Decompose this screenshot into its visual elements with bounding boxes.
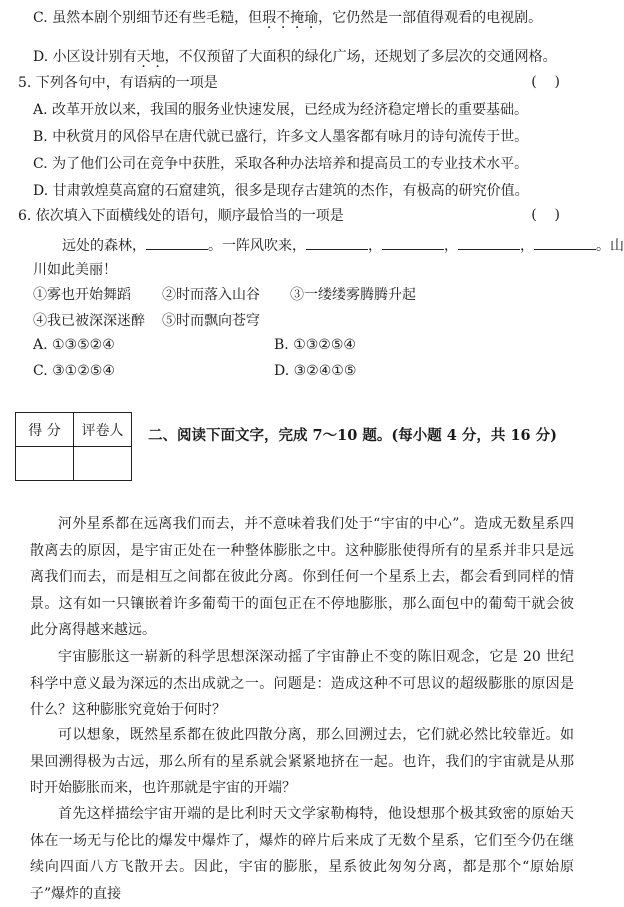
- question6-option-d: D. ③②④①⑤: [274, 363, 357, 379]
- section2-title: 二、阅读下面文字，完成 7～10 题。(每小题 4 分，共 16 分): [148, 427, 558, 444]
- score-table: [15, 412, 132, 481]
- fill-blank: [146, 235, 208, 250]
- option-c-suffix: ，它仍然是一部值得观看的电视剧。: [318, 10, 543, 26]
- question5-option-b: B. 中秋赏月的风俗早在唐代就已盛行，许多文人墨客都有咏月的诗句流传于世。: [33, 129, 529, 145]
- emphasis-char: 天: [136, 49, 151, 65]
- fill-blank: [382, 235, 444, 250]
- question6-answer-paren: ( ): [531, 207, 560, 223]
- question4-option-c: [33, 9, 542, 27]
- question6-option-c: C. ③①②⑤④: [33, 363, 115, 379]
- emphasis-char: 地: [150, 49, 165, 65]
- question6-choice-2: ②时而落入山谷: [162, 287, 260, 303]
- option-d-suffix: ，不仅预留了大面积的绿化广场，还规划了多层次的交通网格。: [164, 49, 557, 65]
- score-cell[interactable]: [16, 447, 74, 481]
- question6-choice-4: ④我已被深深迷醉: [33, 313, 145, 329]
- passage-mid: 。一阵风吹来，: [208, 238, 306, 254]
- fill-blank: [306, 235, 368, 250]
- question6-stem: 6. 依次填入下面横线处的语句，顺序最恰当的一项是: [18, 208, 344, 224]
- passage-end: 。山: [596, 238, 624, 254]
- question5-answer-paren: ( ): [531, 74, 560, 90]
- question6-option-a: A. ①③⑤②④: [33, 337, 115, 353]
- option-c-prefix: C. 虽然本剧个别细节还有些毛糙，但: [33, 10, 263, 26]
- emphasis-char: 不: [276, 10, 291, 26]
- passage-paragraph-1: 河外星系都在远离我们而去，并不意味着我们处于“宇宙的中心”。造成无数星系四散离去的原因，是宇宙正处在一种整体膨胀之中。这种膨胀使得所有的星系并非只是远离我们而去，而是相互之间都在彼此分离。你到任何一个星系上去，都会看到同样的情景。这有如一只镶嵌着许多葡萄干的面包正在不停地膨胀，那么面包中的葡萄干就会彼此分离得越来越远。: [30, 516, 574, 638]
- question6-passage-line2: 川如此美丽！: [33, 262, 117, 278]
- grader-label: 评卷人: [74, 413, 132, 447]
- question6-choice-3: ③一缕缕雾腾腾升起: [290, 287, 416, 303]
- emphasis-char: 掩: [290, 10, 305, 26]
- question4-option-d: [33, 48, 557, 66]
- question6-option-b: B. ①③②⑤④: [274, 337, 356, 353]
- question6-passage-line1: 远处的森林， 。一阵风吹来， ， ， ， 。山: [62, 235, 624, 255]
- question6-choice-5: ⑤时而飘向苍穹: [162, 313, 260, 329]
- fill-blank: [534, 235, 596, 250]
- emphasis-char: 瑕: [262, 10, 277, 26]
- passage-paragraph-4: 首先这样描绘宇宙开端的是比利时天文学家勒梅特，他设想那个极其致密的原始天体在一场无与伦比的爆发中爆炸了，爆炸的碎片后来成了无数个星系，它们至今仍在继续向四面八方飞散开去。因此，宇宙的膨胀，星系彼此匆匆分离，都是那个“原始原子”爆炸的直接: [30, 806, 574, 902]
- question5-option-d: D. 甘肃敦煌莫高窟的石窟建筑，很多是现存古建筑的杰作，有极高的研究价值。: [33, 183, 529, 199]
- score-label: 得 分: [16, 413, 74, 447]
- question5-option-a: A. 改革开放以来，我国的服务业快速发展，已经成为经济稳定增长的重要基础。: [33, 102, 529, 118]
- passage-paragraph-2: 宇宙膨胀这一崭新的科学思想深深动摇了宇宙静止不变的陈旧观念，它是 20 世纪科学中意义最为深远的杰出成就之一。问题是：造成这种不可思议的超级膨胀的原因是什么？这种膨胀究竟始于何时？: [30, 649, 574, 718]
- question5-stem: 5. 下列各句中，有语病的一项是: [18, 75, 218, 91]
- grader-cell[interactable]: [74, 447, 132, 481]
- passage-start: 远处的森林，: [62, 238, 146, 254]
- option-d-prefix: D. 小区设计别有: [33, 49, 137, 65]
- emphasis-char: 瑜: [304, 10, 319, 26]
- fill-blank: [458, 235, 520, 250]
- passage-paragraph-3: 可以想象，既然星系都在彼此四散分离，那么回溯过去，它们就必然比较靠近。如果回溯得极为古远，那么所有的星系就会紧紧地挤在一起。也许，我们的宇宙就是从那时开始膨胀而来，也许那就是宇宙的开端？: [30, 727, 574, 796]
- question6-choice-1: ①雾也开始舞蹈: [33, 287, 131, 303]
- question5-option-c: C. 为了他们公司在竞争中获胜，采取各种办法培养和提高员工的专业技术水平。: [33, 156, 529, 172]
